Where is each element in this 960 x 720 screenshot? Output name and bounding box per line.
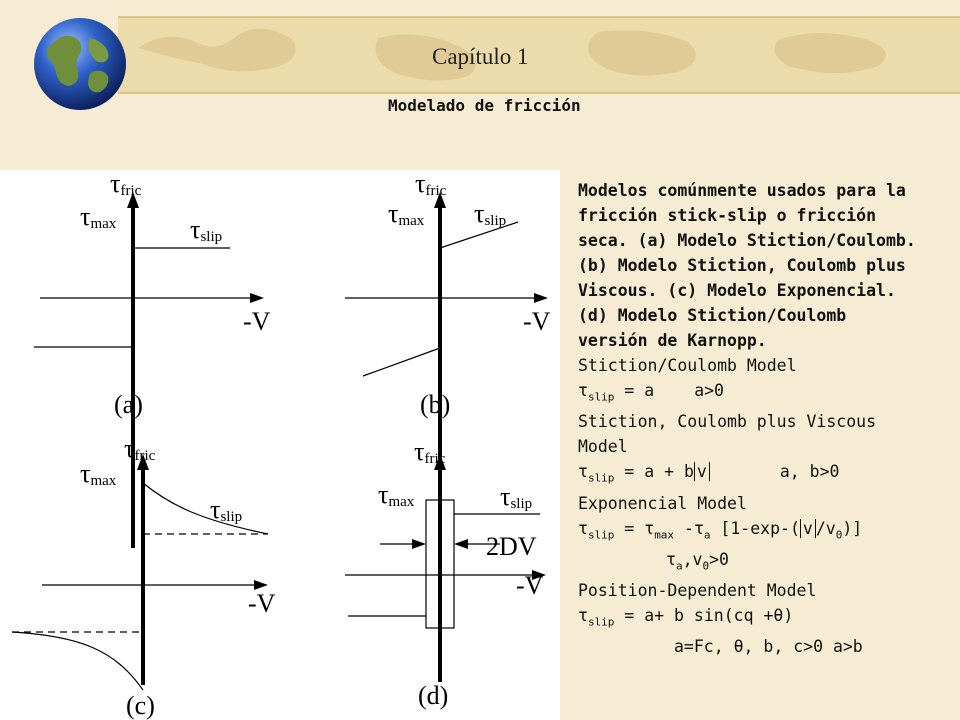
fig-a-caption: (a) — [114, 390, 143, 419]
model2-equation: $\tau_{slip} = a + b$ v a, b>0 — [578, 462, 840, 485]
fig-b-axis-v-label: -V — [523, 307, 551, 336]
model4-equation: $\tau_{slip} = a+ b$ sin(cq +θ) — [578, 606, 794, 629]
fig-d-2dv-label: 2DV — [486, 532, 537, 561]
figure-c — [12, 454, 268, 690]
fig-b-caption: (b) — [420, 390, 451, 419]
map-banner — [118, 16, 960, 94]
fig-b-tau-fric-label: τfric — [415, 170, 447, 199]
fig-d-axis-v-label: -V — [516, 571, 544, 600]
figure-a — [34, 192, 264, 548]
model4-condition: a=Fc, θ, b, c>0 a>b — [674, 637, 863, 657]
friction-figures — [0, 170, 560, 720]
model3-condition: $\tau_a,v_0>0$ — [666, 549, 729, 573]
model1-title: Stiction/Coulomb Model — [578, 356, 797, 375]
globe-icon — [32, 16, 128, 112]
figure-b — [345, 192, 548, 548]
fig-c-tau-slip-label: τslip — [210, 495, 243, 525]
fig-d-tau-max-label: τmax — [378, 480, 415, 510]
model4-title: Position-Dependent Model — [578, 581, 817, 601]
fig-a-tau-max-label: τmax — [80, 202, 117, 232]
fig-c-tau-fric-label: τfric — [124, 434, 156, 464]
description-paragraph: Modelos comúnmente usados para la fricción stick-slip o fricción seca. (a) Modelo Stiction/Coulomb. (b) Modelo Stiction, Coulomb plus Viscous. (c) Modelo Exponencial. (d) Modelo Stiction/Coulomb versión de Karnopp. — [578, 181, 916, 350]
fig-d-tau-fric-label: τfric — [414, 437, 446, 467]
model3-equation: $\tau_{slip} = \tau_{max}$ $-\tau_a$ [1-exp-( v $/v_0$)] — [578, 518, 863, 541]
fig-b-tau-slip-label: τslip — [474, 199, 507, 229]
model-description — [578, 178, 920, 659]
fig-b-tau-max-label: τmax — [388, 199, 425, 229]
fig-c-tau-max-label: τmax — [80, 459, 117, 489]
model3-title: Exponencial Model — [578, 493, 747, 513]
chapter-title: Capítulo 1 — [432, 44, 529, 69]
fig-a-axis-v-label: -V — [243, 307, 271, 336]
fig-c-caption: (c) — [126, 691, 155, 720]
fig-d-tau-slip-label: τslip — [500, 482, 533, 512]
fig-a-tau-fric-label: τfric — [110, 170, 142, 199]
model2-title: Stiction, Coulomb plus Viscous Model — [578, 412, 877, 457]
fig-d-caption: (d) — [418, 681, 449, 710]
fig-c-axis-v-label: -V — [248, 589, 276, 618]
section-title: Modelado de fricción — [388, 96, 581, 115]
fig-a-tau-slip-label: τslip — [190, 215, 223, 245]
figure-d — [345, 454, 546, 682]
model1-equation: $\tau_{slip} = a$ a>0 — [578, 381, 724, 404]
